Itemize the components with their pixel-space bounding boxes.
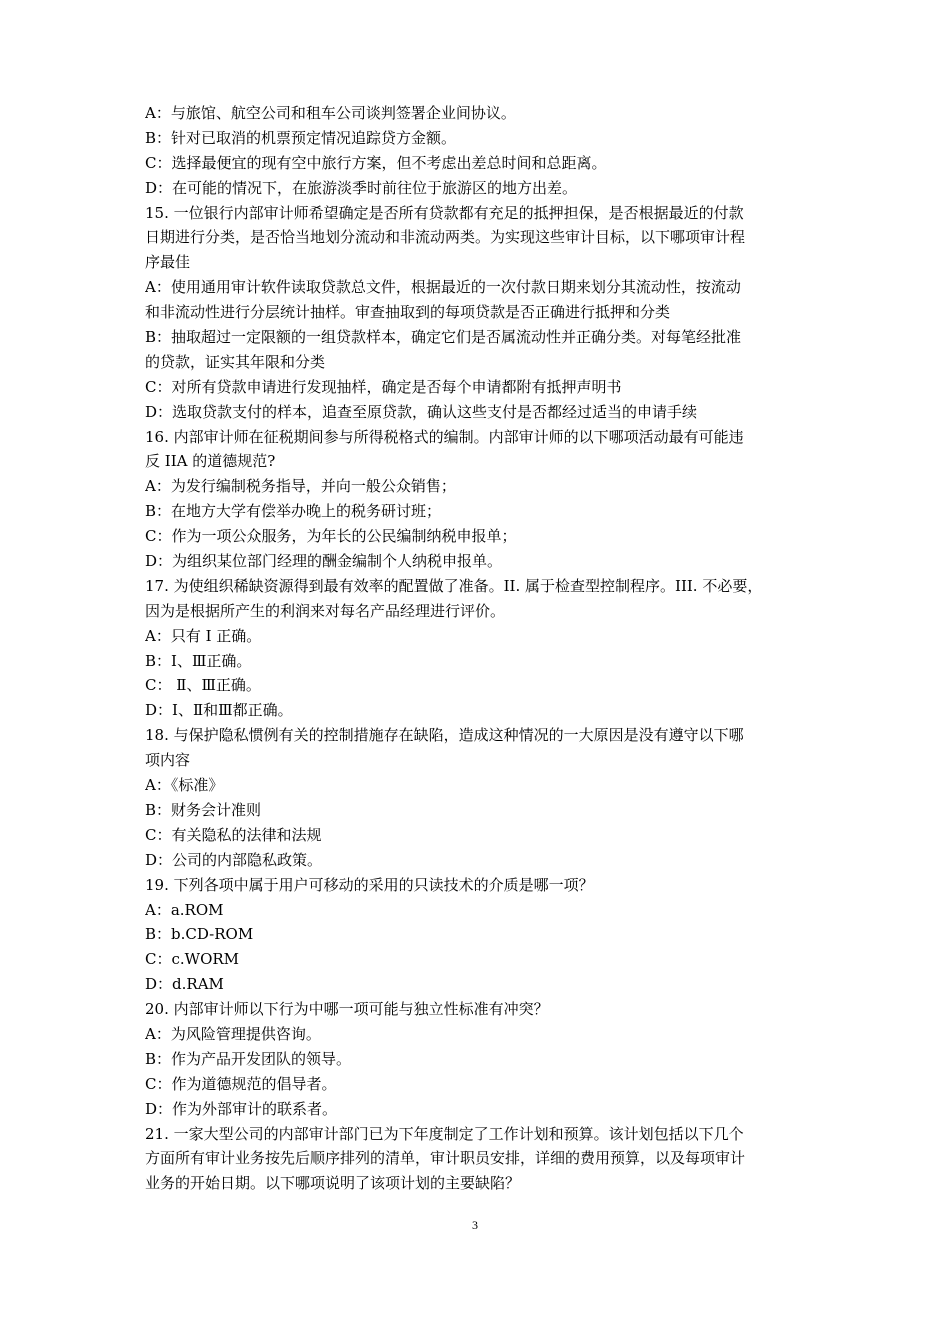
text-line: D：作为外部审计的联系者。 xyxy=(145,1099,338,1118)
text-line: A：为发行编制税务指导，并向一般公众销售； xyxy=(145,477,456,496)
text-line: A：为风险管理提供咨询。 xyxy=(145,1024,321,1043)
text-line: A：《标准》 xyxy=(145,776,224,795)
text-line: B：财务会计准则 xyxy=(145,800,262,819)
text-line: A：只有 I 正确。 xyxy=(145,626,262,645)
text-line: C：选择最便宜的现有空中旅行方案，但不考虑出差总时间和总距离。 xyxy=(145,153,607,172)
text-line: C：作为道德规范的倡导者。 xyxy=(145,1074,337,1093)
text-line: B：作为产品开发团队的领导。 xyxy=(145,1049,352,1068)
text-line: 序最佳 xyxy=(145,253,191,272)
text-line: 的贷款，证实其年限和分类 xyxy=(145,352,326,371)
text-line: D：为组织某位部门经理的酬金编制个人纳税申报单。 xyxy=(145,552,503,571)
text-line: B：I、Ⅲ正确。 xyxy=(145,651,252,670)
text-line: C：对所有贷款申请进行发现抽样，确定是否每个申请都附有抵押声明书 xyxy=(145,377,622,396)
text-line: 项内容 xyxy=(145,751,191,770)
text-line: B：针对已取消的机票预定情况追踪贷方金额。 xyxy=(145,128,457,147)
text-line: C：作为一项公众服务，为年长的公民编制纳税申报单； xyxy=(145,527,517,546)
text-line: 16. 内部审计师在征税期间参与所得税格式的编制。内部审计师的以下哪项活动最有可能违 xyxy=(145,427,744,446)
text-line: D：公司的内部隐私政策。 xyxy=(145,850,323,869)
text-line: D：选取贷款支付的样本，追查至原贷款，确认这些支付是否都经过适当的申请手续 xyxy=(145,402,698,421)
text-line: C：有关隐私的法律和法规 xyxy=(145,825,322,844)
text-line: 反 IIA 的道德规范? xyxy=(145,452,276,471)
text-line: 日期进行分类，是否恰当地划分流动和非流动两类。为实现这些审计目标，以下哪项审计程 xyxy=(145,228,746,247)
text-line: C：c.WORM xyxy=(145,950,240,969)
text-line: 因为是根据所产生的利润来对每名产品经理进行评价。 xyxy=(145,601,506,620)
text-line: D：在可能的情况下，在旅游淡季时前往位于旅游区的地方出差。 xyxy=(145,178,578,197)
document-body xyxy=(145,101,815,1196)
text-line: A：a.ROM xyxy=(145,900,224,919)
text-line: D：I、Ⅱ和Ⅲ都正确。 xyxy=(145,701,293,720)
text-line: B：抽取超过一定限额的一组贷款样本，确定它们是否属流动性并正确分类。对每笔经批准 xyxy=(145,328,742,347)
text-line: 18. 与保护隐私惯例有关的控制措施存在缺陷，造成这种情况的一大原因是没有遵守以下哪 xyxy=(145,726,744,745)
text-line: 20. 内部审计师以下行为中哪一项可能与独立性标准有冲突？ xyxy=(145,1000,549,1019)
text-line: 21. 一家大型公司的内部审计部门已为下年度制定了工作计划和预算。该计划包括以下几个 xyxy=(145,1124,744,1143)
text-line: 19. 下列各项中属于用户可移动的采用的只读技术的介质是哪一项？ xyxy=(145,875,594,894)
text-line: 17. 为使组织稀缺资源得到最有效率的配置做了准备。II. 属于检查型控制程序。III. 不必要， xyxy=(145,576,763,595)
text-line: C： Ⅱ、Ⅲ正确。 xyxy=(145,676,261,695)
text-line: 15. 一位银行内部审计师希望确定是否所有贷款都有充足的抵押担保，是否根据最近的付款 xyxy=(145,203,744,222)
text-line: 业务的开始日期。以下哪项说明了该项计划的主要缺陷？ xyxy=(145,1174,521,1193)
text-line: 方面所有审计业务按先后顺序排列的清单，审计职员安排，详细的费用预算，以及每项审计 xyxy=(145,1149,746,1168)
text-line: B：b.CD-ROM xyxy=(145,925,254,944)
text-line: A：与旅馆、航空公司和租车公司谈判签署企业间协议。 xyxy=(145,104,516,122)
text-line: D：d.RAM xyxy=(145,975,224,994)
text-line: 和非流动性进行分层统计抽样。审查抽取到的每项贷款是否正确进行抵押和分类 xyxy=(145,303,671,322)
text-line: A：使用通用审计软件读取贷款总文件，根据最近的一次付款日期来划分其流动性，按流动 xyxy=(145,278,741,297)
text-line: B：在地方大学有偿举办晚上的税务研讨班； xyxy=(145,502,442,521)
page-number: 3 xyxy=(472,1218,478,1232)
